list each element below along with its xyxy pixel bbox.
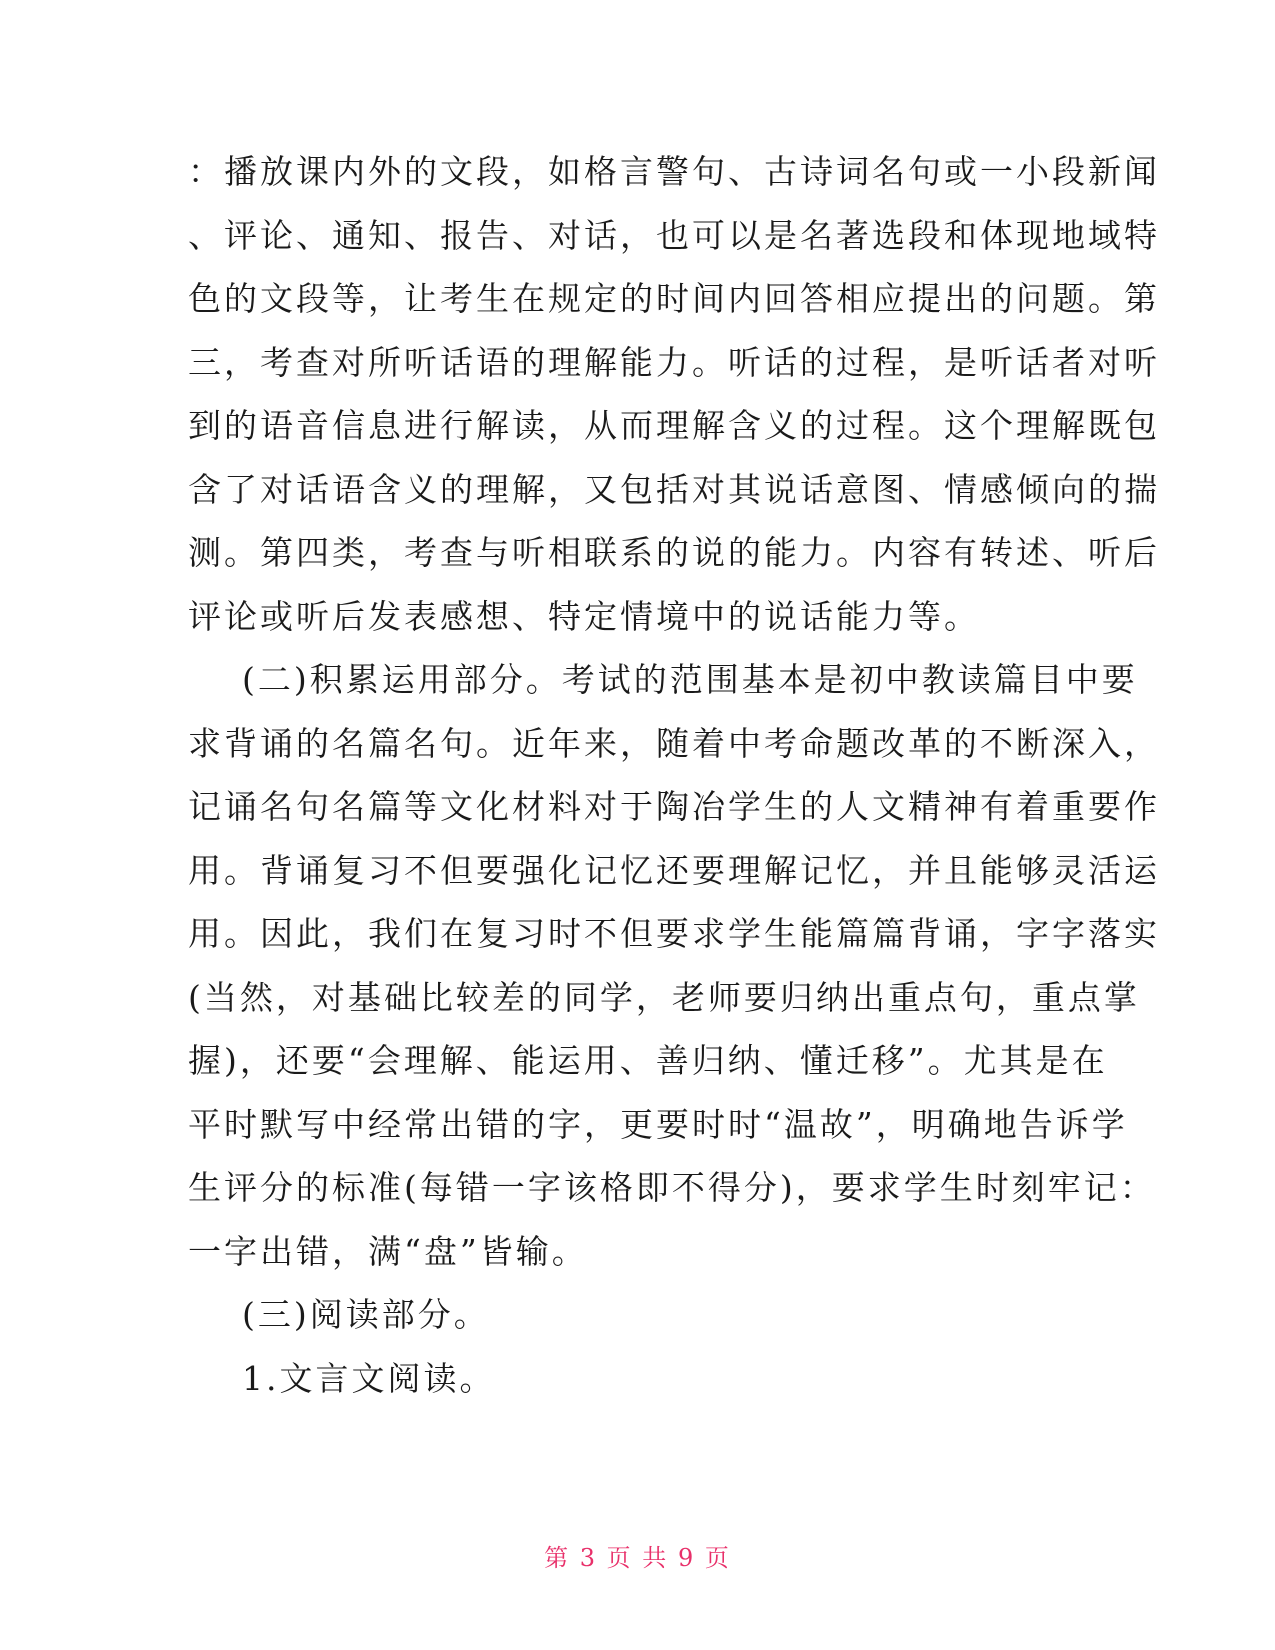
body-line: 评论或听后发表感想、特定情境中的说话能力等。 — [188, 596, 980, 636]
body-line: 、评论、通知、报告、对话，也可以是名著选段和体现地域特 — [188, 215, 1160, 255]
body-line: 含了对话语含义的理解，又包括对其说话意图、情感倾向的揣 — [188, 469, 1160, 509]
body-line: 用。背诵复习不但要强化记忆还要理解记忆，并且能够灵活运 — [188, 850, 1160, 890]
body-line: 记诵名句名篇等文化材料对于陶冶学生的人文精神有着重要作 — [188, 787, 1160, 826]
body-line: 握)，还要“会理解、能运用、善归纳、懂迁移”。尤其是在 — [188, 1041, 1108, 1080]
body-line: 测。第四类，考查与听相联系的说的能力。内容有转述、听后 — [188, 533, 1160, 572]
body-line: ：播放课内外的文段，如格言警句、古诗词名句或一小段新闻 — [188, 152, 1160, 191]
document-body — [188, 140, 1160, 1410]
body-line: 求背诵的名篇名句。近年来，随着中考命题改革的不断深入， — [188, 723, 1160, 763]
body-line: 平时默写中经常出错的字，更要时时“温故”，明确地告诉学 — [188, 1104, 1128, 1144]
body-line: (二)积累运用部分。考试的范围基本是初中教读篇目中要 — [188, 660, 1138, 699]
body-line: 到的语音信息进行解读，从而理解含义的过程。这个理解既包 — [188, 406, 1160, 445]
page-number-footer: 第 3 页 共 9 页 — [544, 1544, 731, 1572]
body-line: (三)阅读部分。 — [188, 1295, 490, 1334]
body-line: 用。因此，我们在复习时不但要求学生能篇篇背诵，字字落实 — [188, 914, 1160, 953]
body-line: 色的文段等，让考生在规定的时间内回答相应提出的问题。第 — [188, 279, 1160, 318]
body-line: 生评分的标准(每错一字该格即不得分)，要求学生时刻牢记： — [188, 1168, 1156, 1207]
body-line: (当然，对基础比较差的同学，老师要归纳出重点句，重点掌 — [188, 977, 1140, 1017]
body-line: 一字出错，满“盘”皆输。 — [188, 1231, 588, 1271]
body-line: 1.文言文阅读。 — [188, 1358, 496, 1398]
body-line: 三，考查对所听话语的理解能力。听话的过程，是听话者对听 — [188, 342, 1160, 382]
